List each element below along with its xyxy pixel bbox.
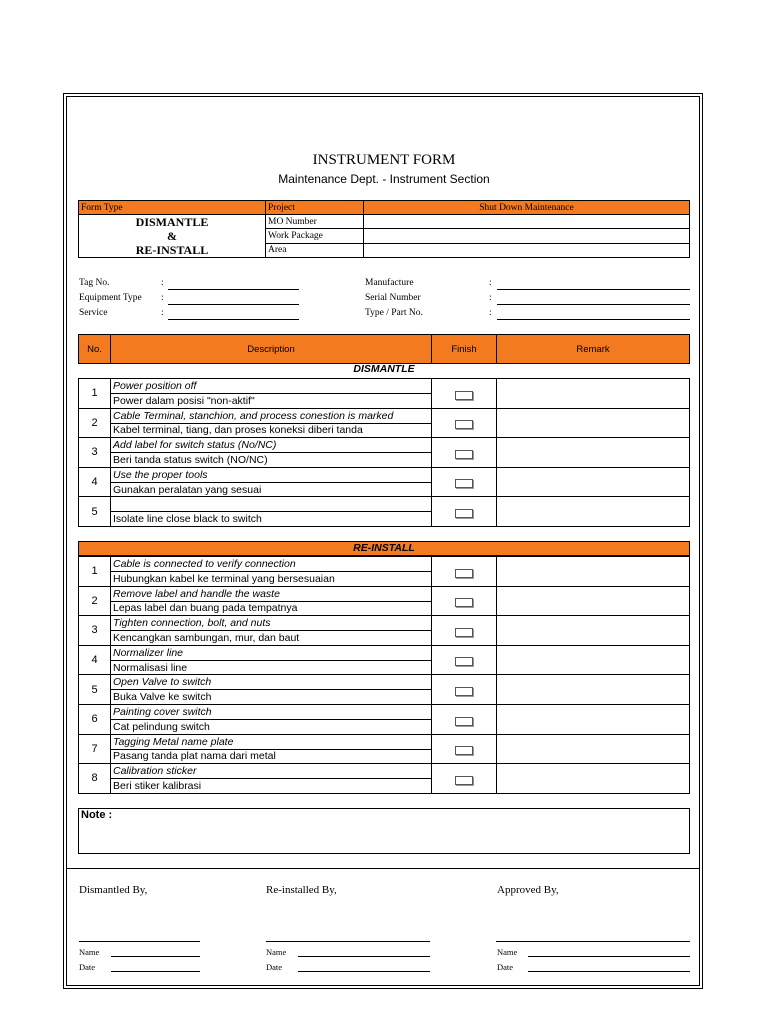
- item-description-id: Kabel terminal, tiang, dan proses koneksi diberi tanda: [111, 423, 432, 438]
- form-type-value: [79, 215, 266, 258]
- remark-cell[interactable]: [497, 704, 690, 734]
- dismantled-date-label: Date: [79, 962, 96, 972]
- item-number: 6: [79, 704, 111, 734]
- finish-cell: [432, 467, 497, 497]
- checklist-row: [79, 704, 690, 719]
- approved-date-label: Date: [497, 962, 514, 972]
- item-description-id: Buka Valve ke switch: [111, 690, 432, 705]
- item-description-en: Open Valve to switch: [111, 675, 432, 690]
- remark-cell[interactable]: [497, 379, 690, 409]
- finish-checkbox[interactable]: [455, 569, 473, 578]
- item-description-en: Remove label and handle the waste: [111, 586, 432, 601]
- service-field[interactable]: [168, 319, 299, 320]
- type-ampersand: &: [167, 229, 177, 243]
- work-package-value[interactable]: [364, 229, 690, 243]
- finish-cell: [432, 379, 497, 409]
- finish-checkbox[interactable]: [455, 746, 473, 755]
- approved-name-field[interactable]: [528, 956, 690, 957]
- form-title: INSTRUMENT FORM: [312, 152, 456, 168]
- item-description-id: Beri tanda status switch (NO/NC): [111, 453, 432, 468]
- item-description-id: Beri stiker kalibrasi: [111, 779, 432, 794]
- note-box[interactable]: [78, 808, 690, 854]
- finish-cell: [432, 616, 497, 646]
- item-description-id: Gunakan peralatan yang sesuai: [111, 482, 432, 497]
- equipment-label: Equipment Type: [79, 293, 142, 303]
- area-label: Area: [266, 243, 364, 257]
- remark-cell[interactable]: [497, 616, 690, 646]
- item-number: 7: [79, 734, 111, 764]
- remark-cell[interactable]: [497, 438, 690, 468]
- service-colon: :: [161, 308, 164, 318]
- item-description-en: Calibration sticker: [111, 764, 432, 779]
- finish-cell: [432, 497, 497, 527]
- item-description-en: Normalizer line: [111, 645, 432, 660]
- item-description-en: Cable Terminal, stanchion, and process conestion is marked: [111, 408, 432, 423]
- remark-cell[interactable]: [497, 734, 690, 764]
- finish-checkbox[interactable]: [455, 509, 473, 518]
- finish-checkbox[interactable]: [455, 450, 473, 459]
- reinstalled-signature-line[interactable]: [266, 941, 430, 942]
- mo-number-label: MO Number: [266, 215, 364, 229]
- finish-cell: [432, 586, 497, 616]
- reinstalled-date-label: Date: [266, 962, 283, 972]
- mo-number-value[interactable]: [364, 215, 690, 229]
- item-number: 4: [79, 467, 111, 497]
- item-description-en: Tagging Metal name plate: [111, 734, 432, 749]
- remark-cell[interactable]: [497, 467, 690, 497]
- approved-name-label: Name: [497, 947, 518, 957]
- item-number: 5: [79, 675, 111, 705]
- approved-signature-line[interactable]: [496, 941, 690, 942]
- checklist-row: [79, 557, 690, 572]
- item-number: 3: [79, 616, 111, 646]
- item-description-en: Power position off: [111, 379, 432, 394]
- item-number: 8: [79, 764, 111, 794]
- finish-cell: [432, 557, 497, 587]
- reinstalled-name-field[interactable]: [298, 956, 430, 957]
- note-label: Note :: [81, 809, 113, 821]
- remark-cell[interactable]: [497, 586, 690, 616]
- form-type-label: Form Type: [79, 201, 266, 215]
- checklist-row: [79, 467, 690, 482]
- dismantle-section-title: DISMANTLE: [353, 363, 415, 375]
- finish-cell: [432, 704, 497, 734]
- equipment-field[interactable]: [168, 304, 299, 305]
- item-description-en: Add label for switch status (No/NC): [111, 438, 432, 453]
- finish-checkbox[interactable]: [455, 598, 473, 607]
- checklist-row: [79, 408, 690, 423]
- approved-by-label: Approved By,: [497, 884, 559, 896]
- remark-cell[interactable]: [497, 408, 690, 438]
- item-description-en: Cable is connected to verify connection: [111, 557, 432, 572]
- reinstalled-name-label: Name: [266, 947, 287, 957]
- checklist-row: [79, 616, 690, 631]
- item-description-id: Normalisasi line: [111, 660, 432, 675]
- form-subtitle: Maintenance Dept. - Instrument Section: [278, 172, 490, 186]
- checklist-header: [78, 334, 690, 364]
- header-remark: Remark: [497, 335, 690, 364]
- item-number: 2: [79, 408, 111, 438]
- checklist-row: [79, 734, 690, 749]
- dismantled-date-field[interactable]: [111, 971, 200, 972]
- finish-checkbox[interactable]: [455, 479, 473, 488]
- finish-checkbox[interactable]: [455, 420, 473, 429]
- manufacture-colon: :: [489, 278, 492, 288]
- finish-cell: [432, 408, 497, 438]
- work-package-label: Work Package: [266, 229, 364, 243]
- finish-checkbox[interactable]: [455, 391, 473, 400]
- dismantled-signature-line[interactable]: [79, 941, 200, 942]
- dismantled-name-field[interactable]: [111, 956, 200, 957]
- dismantled-by-label: Dismantled By,: [79, 884, 148, 896]
- reinstalled-by-label: Re-installed By,: [266, 884, 337, 896]
- remark-cell[interactable]: [497, 675, 690, 705]
- item-description-id: Pasang tanda plat nama dari metal: [111, 749, 432, 764]
- checklist-row: [79, 645, 690, 660]
- remark-cell[interactable]: [497, 497, 690, 527]
- item-description-id: Cat pelindung switch: [111, 719, 432, 734]
- type-part-label: Type / Part No.: [365, 308, 423, 318]
- finish-checkbox[interactable]: [455, 776, 473, 785]
- item-description-en: [111, 497, 432, 512]
- checklist-row: [79, 497, 690, 512]
- header-description: Description: [111, 335, 432, 364]
- checklist-row: [79, 764, 690, 779]
- equipment-colon: :: [161, 293, 164, 303]
- project-value: Shut Down Maintenance: [364, 201, 690, 215]
- dismantled-name-label: Name: [79, 947, 100, 957]
- header-no: No.: [79, 335, 111, 364]
- finish-checkbox[interactable]: [455, 657, 473, 666]
- finish-checkbox[interactable]: [455, 628, 473, 637]
- finish-cell: [432, 438, 497, 468]
- type-dismantle: DISMANTLE: [135, 215, 209, 229]
- item-number: 1: [79, 379, 111, 409]
- reinstall-table: [78, 556, 690, 794]
- finish-cell: [432, 764, 497, 794]
- serial-label: Serial Number: [365, 293, 421, 303]
- item-description-id: Isolate line close black to switch: [111, 512, 432, 527]
- area-value[interactable]: [364, 243, 690, 257]
- item-description-id: Hubungkan kabel ke terminal yang bersesuaian: [111, 572, 432, 587]
- checklist-row: [79, 675, 690, 690]
- form-type-table: [78, 200, 690, 258]
- dismantle-table: [78, 378, 690, 527]
- finish-cell: [432, 675, 497, 705]
- item-number: 3: [79, 438, 111, 468]
- checklist-row: [79, 379, 690, 394]
- item-number: 5: [79, 497, 111, 527]
- finish-cell: [432, 734, 497, 764]
- item-description-en: Tighten connection, bolt, and nuts: [111, 616, 432, 631]
- header-finish: Finish: [432, 335, 497, 364]
- reinstall-section-title: RE-INSTALL: [78, 541, 690, 556]
- tag-colon: :: [161, 278, 164, 288]
- remark-cell[interactable]: [497, 645, 690, 675]
- type-part-field[interactable]: [497, 319, 690, 320]
- tag-label: Tag No.: [79, 278, 110, 288]
- item-description-en: Painting cover switch: [111, 704, 432, 719]
- item-description-en: Use the proper tools: [111, 467, 432, 482]
- serial-field[interactable]: [497, 304, 690, 305]
- reinstalled-date-field[interactable]: [298, 971, 430, 972]
- remark-cell[interactable]: [497, 764, 690, 794]
- finish-checkbox[interactable]: [455, 717, 473, 726]
- service-label: Service: [79, 308, 108, 318]
- finish-checkbox[interactable]: [455, 687, 473, 696]
- tag-field[interactable]: [168, 289, 299, 290]
- type-part-colon: :: [489, 308, 492, 318]
- finish-cell: [432, 645, 497, 675]
- checklist-row: [79, 586, 690, 601]
- signature-divider: [66, 868, 700, 869]
- manufacture-label: Manufacture: [365, 278, 414, 288]
- serial-colon: :: [489, 293, 492, 303]
- item-description-id: Kencangkan sambungan, mur, dan baut: [111, 631, 432, 646]
- remark-cell[interactable]: [497, 557, 690, 587]
- manufacture-field[interactable]: [497, 289, 690, 290]
- item-description-id: Power dalam posisi "non-aktif": [111, 394, 432, 409]
- approved-date-field[interactable]: [528, 971, 690, 972]
- item-number: 1: [79, 557, 111, 587]
- item-number: 2: [79, 586, 111, 616]
- project-label: Project: [266, 201, 364, 215]
- item-number: 4: [79, 645, 111, 675]
- item-description-id: Lepas label dan buang pada tempatnya: [111, 601, 432, 616]
- type-reinstall: RE-INSTALL: [135, 243, 209, 257]
- checklist-row: [79, 438, 690, 453]
